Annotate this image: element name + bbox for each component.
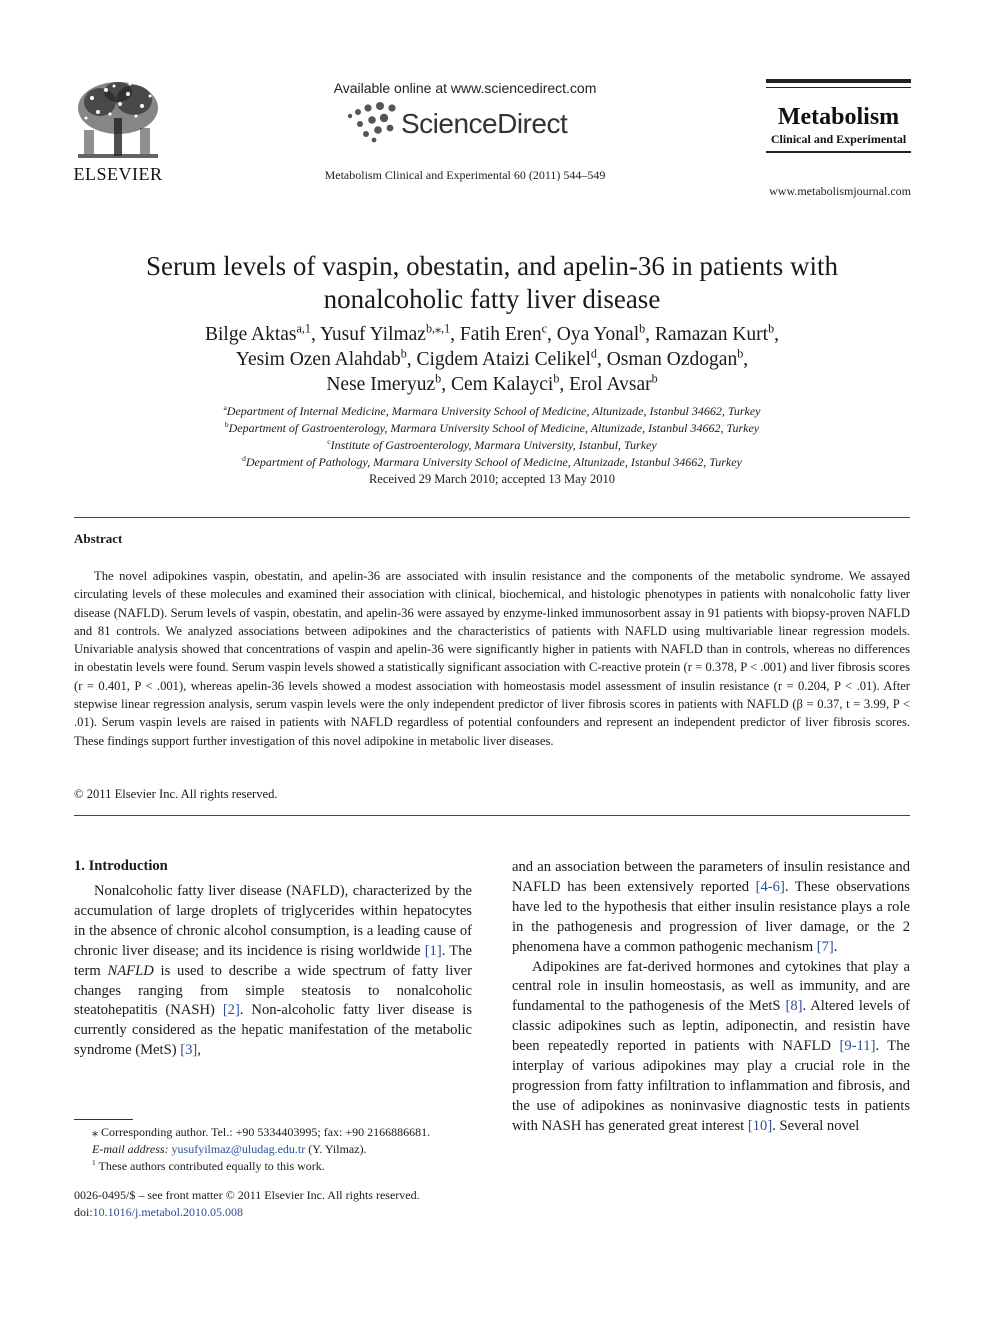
email-link[interactable]: yusufyilmaz@uludag.edu.tr [171,1142,306,1156]
affiliation: $^b$Department of Gastroenterology, Marmara University School of Medicine, Altunizade, Istanbul 34662, Turkey [224,420,760,435]
citation-link[interactable]: [10] [747,1117,773,1134]
abstract-divider-top [74,517,910,518]
author-name: Oya Yonal [556,324,640,345]
affiliation: $^d$Department of Pathology, Marmara University School of Medicine, Altunizade, Istanbul 34662, Turkey [242,454,742,469]
author-affil-mark: a,1 [296,321,311,336]
article-title-line: nonalcoholic fatty liver disease [323,284,661,314]
author-affil-mark: d [590,346,597,361]
masthead-rule-bottom [766,151,911,153]
author-affil-mark: b [435,371,442,386]
author-affil-mark: b [400,346,407,361]
journal-title: Metabolism [777,104,900,130]
author-affil-mark: b,⁎,1 [425,321,451,336]
author-affil-mark: b [737,346,744,361]
body-column-right [512,858,910,1137]
elsevier-wordmark: ELSEVIER [73,164,163,184]
author-line: Yesim Ozen Alahdab$^b$, Cigdem Ataizi Celikel$^d$, Osman Ozdogan$^b$, [235,346,749,370]
abstract-body: The novel adipokines vaspin, obestatin, and apelin-36 are associated with insulin resistance and the components of the metabolic syndrome. We assayed circulating levels of these molecules and examined their association with clinical, biochemical, and histologic phenotypes in patients with nonalcoholic fatty liver disease (NAFLD). Serum levels of vaspin, obestatin, and apelin-36 were assayed by enzyme-linked immunosorbent assay in 91 patients with biopsy-proven NAFLD and 81 controls. We analyzed associations between adipokines and the characteristics of patients with NAFLD using multivariable linear regression models. Univariable analysis showed that concentrations of vaspin and apelin-36 were significantly higher in patients with NAFLD than in controls, whereas no differences in obestatin levels were found. Serum vaspin levels showed a statistically significant association with C-reactive protein (r = 0.378, P < .001) and liver fibrosis scores (r = 0.401, P < .001), whereas apelin-36 levels showed a modest association with homeostasis model assessment of insulin resistance (r = 0.204, P < .01). After stepwise linear regression analysis, serum vaspin levels were the only independent predictor of liver fibrosis scores in patients with NAFLD (β = 0.37, t = 3.99, P < .01). Serum vaspin levels are raised in patients with NAFLD regardless of potential confounders and represent an independent predictor of liver fibrosis scores. These findings support further investigation of this novel adipokine in metabolic liver diseases. [74,569,910,748]
article-title [74,250,910,316]
author-affil-mark: b [651,371,658,386]
affiliation-list [74,403,910,471]
body-column-left [74,882,472,1061]
author-list [74,322,910,397]
citation-link[interactable]: [8] [785,998,803,1015]
abstract-divider-bottom [74,815,910,816]
affiliation: $^c$Institute of Gastroenterology, Marmara University, Istanbul, Turkey [327,437,657,452]
author-name: Cem Kalayci [450,374,554,395]
author-name: Yusuf Yilmaz [319,324,426,345]
doi-line: doi:10.1016/j.metabol.2010.05.008 [74,1205,243,1219]
author-name: Osman Ozdogan [606,349,738,370]
author-name: Erol Avsar [569,374,652,395]
masthead-rule-thin [766,87,911,88]
citation-link[interactable]: [7] [816,938,834,955]
front-matter [74,1187,474,1221]
masthead-rule [766,79,911,83]
author-affil-mark: b [639,321,646,336]
affiliation: $^a$Department of Internal Medicine, Marmara University School of Medicine, Altunizade, Istanbul 34662, Turkey [223,403,761,418]
footnotes [74,1124,474,1175]
author-name: Ramazan Kurt [654,324,769,345]
abstract-heading: Abstract [74,531,123,546]
citation-link[interactable]: [9-11] [839,1038,876,1055]
elsevier-logo [70,78,166,184]
paragraph: Nonalcoholic fatty liver disease (NAFLD), characterized by the accumulation of large droplets of triglycerides within hepatocytes in the absence of chronic alcohol consumption, is a leading cause of chronic liver disease; and its incidence is rising worldwide [1]. The term NAFLD is used to describe a wide spectrum of fatty liver changes ranging from simple steatosis to nonalcoholic steatohepatitis (NASH) [2]. Non-alcoholic fatty liver disease is currently considered as the hepatic manifestation of the metabolic syndrome (MetS) [3], [74,883,472,1059]
journal-subtitle: Clinical and Experimental [770,132,907,146]
article-title-line: Serum levels of vaspin, obestatin, and apelin-36 in patients with [145,251,839,281]
author-name: Bilge Aktas [204,324,297,345]
citation-link[interactable]: [4-6] [755,878,785,895]
abstract-copyright: © 2011 Elsevier Inc. All rights reserved. [74,787,278,801]
journal-citation: Metabolism Clinical and Experimental 60 (2011) 544–549 [324,168,606,182]
elsevier-tree-icon [70,78,166,164]
author-name: Cigdem Ataizi Celikel [416,349,591,370]
footnote-equal-contribution: $^1$ These authors contributed equally to this work. [92,1158,325,1173]
received-dates: Received 29 March 2010; accepted 13 May 2010 [368,472,616,486]
footnote-corresponding: ⁎ Corresponding author. Tel.: +90 5334403995; fax: +90 2166886681. [92,1125,431,1139]
author-name: Yesim Ozen Alahdab [235,349,401,370]
journal-url[interactable]: www.metabolismjournal.com [769,184,911,198]
paragraph: and an association between the parameters of insulin resistance and NAFLD has been extensively reported [4-6]. These observations have led to the hypothesis that either insulin resistance plays a role in the pathogenesis and progression of liver damage, or the 2 phenomena have a common pathogenic mechanism [7]. [512,859,910,955]
doi-link[interactable]: 10.1016/j.metabol.2010.05.008 [92,1205,243,1219]
sciencedirect-wordmark: ScienceDirect [401,108,568,139]
footnote-email: E-mail address: yusufyilmaz@uludag.edu.tr (Y. Yilmaz). [92,1142,367,1156]
section-heading-introduction: 1. Introduction [74,858,168,874]
citation-link[interactable]: [2] [222,1002,240,1019]
author-line: Bilge Aktas$^{a,1}$, Yusuf Yilmaz$^{b,⁎,1}$, Fatih Eren$^c$, Oya Yonal$^b$, Ramazan Kurt$^b$, [204,321,780,345]
sciencedirect-logo [346,100,586,144]
author-affil-mark: b [553,371,560,386]
citation-link[interactable]: [3] [180,1042,198,1059]
author-affil-mark: b [768,321,775,336]
footnote-rule [74,1119,133,1120]
sciencedirect-dots-icon [346,100,402,144]
citation-link[interactable]: [1] [424,942,442,959]
author-affil-mark: c [541,321,548,336]
issn-line: 0026-0495/$ – see front matter © 2011 Elsevier Inc. All rights reserved. [74,1188,420,1202]
paragraph: Adipokines are fat-derived hormones and cytokines that play a central role in insulin homeostasis, as well as immunity, and are fundamental to the pathogenesis of the MetS [8]. Altered levels of classic adipokines such as leptin, adiponectin, and resistin have been repeatedly reported in patients with NAFLD [9-11]. The interplay of various adipokines may play a crucial role in the progression from fatty infiltration to inflammation and fibrosis, and the use of adipokines as noninvasive diagnostic tests in patients with NASH has generated great interest [10]. Several novel [512,958,910,1134]
author-line: Nese Imeryuz$^b$, Cem Kalayci$^b$, Erol Avsar$^b$ [326,371,658,395]
author-name: Nese Imeryuz [326,374,436,395]
term-emphasis: NAFLD [107,962,154,979]
available-online-text: Available online at www.sciencedirect.com [333,80,597,96]
author-name: Fatih Eren [459,324,542,345]
